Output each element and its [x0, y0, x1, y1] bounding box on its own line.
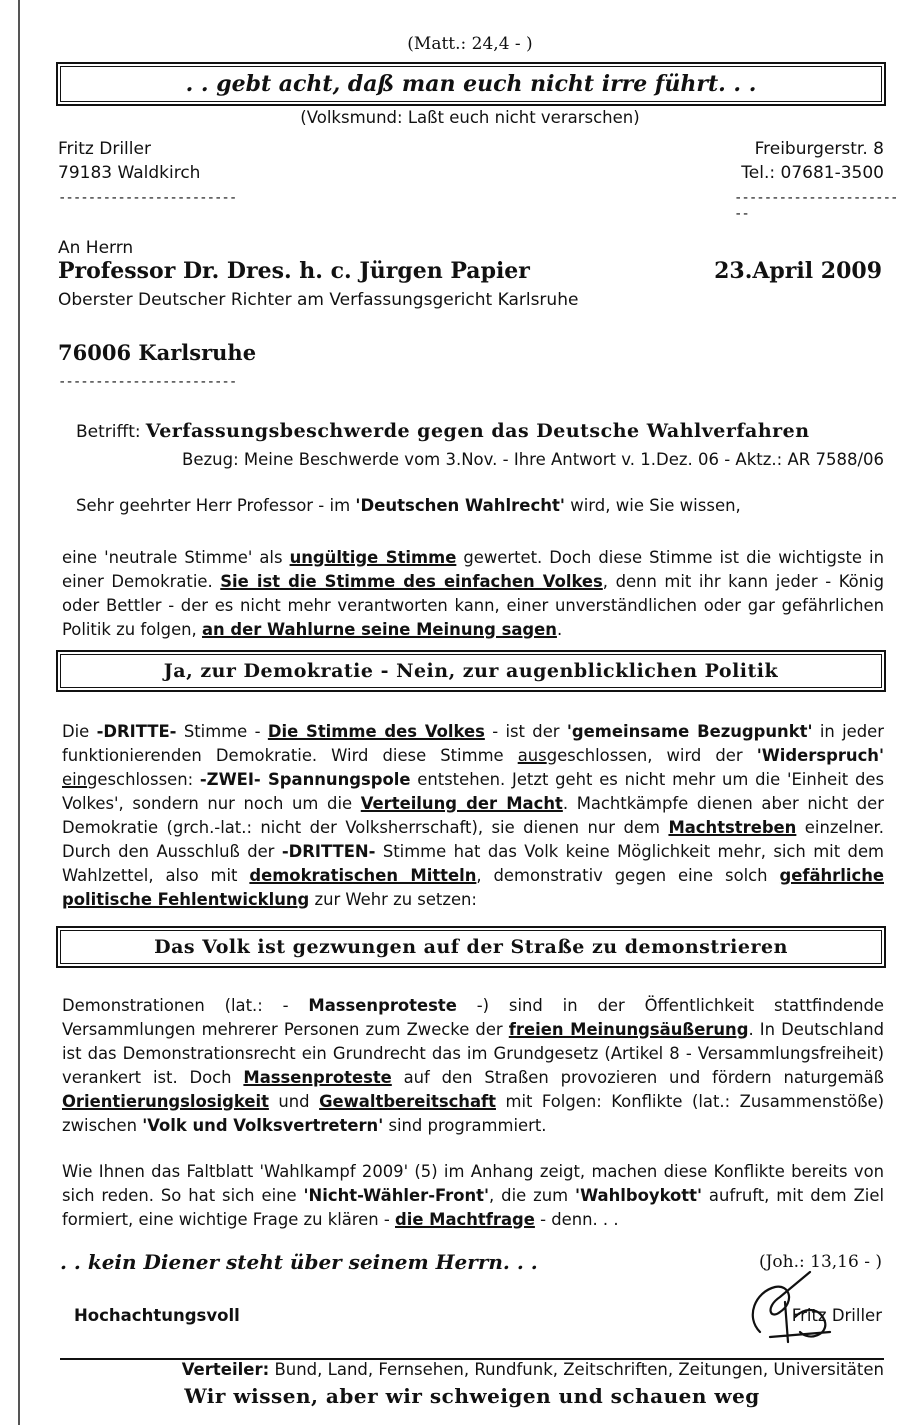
p3-mass-protests-b: Massenproteste	[243, 1068, 392, 1087]
greeting-line	[76, 496, 741, 515]
p2-text-w: , demonstrativ gegen eine solch	[476, 866, 780, 885]
paragraph-1	[62, 546, 884, 642]
recipient-title: Oberster Deutscher Richter am Verfassungsgericht Karlsruhe	[58, 290, 579, 310]
p2-contradiction: 'Widerspruch'	[756, 746, 884, 765]
greeting-end: wird, wie Sie wissen,	[564, 496, 741, 515]
p4-text-e: aufruft, mit dem Ziel formiert, eine wichtige Frage zu klären -	[62, 1186, 884, 1229]
p2-text-y: zur Wehr zu setzen:	[309, 890, 477, 909]
p4-boycott: 'Wahlboykott'	[575, 1186, 702, 1205]
p2-third: -DRITTE-	[96, 722, 177, 741]
left-margin-rule	[18, 0, 20, 1425]
subject-line	[76, 420, 884, 442]
p1-emphasis-invalid-vote: ungültige Stimme	[289, 548, 457, 567]
p1-text-g: .	[556, 620, 563, 639]
p4-text-c: , die zum	[489, 1186, 576, 1205]
paragraph-3	[62, 994, 884, 1138]
distribution-label: Verteiler:	[181, 1360, 270, 1379]
p2-reference-point: 'gemeinsame Bezugpunkt'	[566, 722, 813, 741]
p4-text-g: - denn. . .	[534, 1210, 619, 1229]
closing-reference: (Joh.: 13,16 - )	[758, 1252, 882, 1272]
sender-contact-block	[741, 137, 884, 185]
p2-text-u: Stimme hat das Volk keine Möglichkeit mehr, sich mit dem Wahlzettel, also mit	[62, 842, 885, 885]
subject-label: Betrifft:	[76, 422, 141, 442]
recipient-name: Professor Dr. Dres. h. c. Jürgen Papier	[58, 258, 530, 284]
p2-text-q: . Machtkämpfe dienen aber nicht der Demokratie (grch.-lat.: nicht der Volksherrschaft), sie dienen nur dem	[62, 794, 885, 837]
p3-mass-protests: Massenproteste	[308, 996, 457, 1015]
sender-street: Freiburgerstr. 8	[754, 139, 884, 159]
banner-demonstrate-text: Das Volk ist gezwungen auf der Straße zu demonstrieren	[154, 936, 788, 958]
p3-violence: Gewaltbereitschaft	[319, 1092, 496, 1111]
sender-name: Fritz Driller	[58, 139, 151, 159]
p3-people-representatives: 'Volk und Volksvertretern'	[142, 1116, 384, 1135]
p2-text-i: geschlossen, wird der	[546, 746, 757, 765]
paragraph-4	[62, 1160, 884, 1232]
p2-third-b: -DRITTEN-	[281, 842, 376, 861]
p2-text-m: geschlossen:	[87, 770, 200, 789]
p1-text-c: gewertet. Doch diese Stimme ist die wichtigste in einer Demokratie.	[62, 548, 884, 591]
distribution-list: Bund, Land, Fernsehen, Rundfunk, Zeitschriften, Zeitungen, Universitäten	[269, 1360, 884, 1379]
p2-emphasis-voice: Die Stimme des Volkes	[267, 722, 485, 741]
p3-text-g: auf den Straßen provozieren und fördern naturgemäß	[391, 1068, 884, 1087]
p3-text-k: mit Folgen: Konflikte (lat.: Zusammenstöße) zwischen	[62, 1092, 884, 1135]
motto-box	[56, 62, 886, 106]
p4-text-a: Wie Ihnen das Faltblatt 'Wahlkampf 2009' (5) im Anhang zeigt, machen diese Konflikte bereits von sich reden. So hat sich eine	[62, 1162, 884, 1205]
p2-text-a: Die	[62, 722, 97, 741]
signoff: Hochachtungsvoll	[74, 1306, 240, 1325]
sender-block	[58, 137, 200, 185]
recipient-salutation: An Herrn	[58, 238, 134, 258]
p4-power-question: die Machtfrage	[395, 1210, 535, 1229]
p4-nonvoter-front: 'Nicht-Wähler-Front'	[303, 1186, 490, 1205]
sender-city: 79183 Waldkirch	[58, 163, 201, 183]
p1-text-e: , denn mit ihr kann jeder - König oder Bettler - der es nicht mehr verantworten kann, einer unverständlichen oder gar gefährlichen Politik zu folgen,	[62, 572, 884, 639]
greeting-start: Sehr geehrter Herr Professor - im	[76, 496, 356, 515]
letter-date: 23.April 2009	[714, 258, 882, 284]
p2-text-e: - ist der	[484, 722, 567, 741]
motto-translation: (Volksmund: Laßt euch nicht verarschen)	[300, 108, 640, 127]
motto-text: . . gebt acht, daß man euch nicht irre führt. . .	[185, 71, 757, 97]
p2-aus: aus	[517, 746, 547, 765]
p2-distribution-power: Verteilung der Macht	[360, 794, 563, 813]
p1-emphasis-peoples-vote: Sie ist die Stimme des einfachen Volkes	[220, 572, 603, 591]
distribution-line	[182, 1360, 884, 1379]
p2-ein: ein	[62, 770, 88, 789]
footer-motto: Wir wissen, aber wir schweigen und schauen weg	[184, 1384, 760, 1408]
p3-text-e: . In Deutschland ist das Demonstrationsrecht ein Grundrecht das im Grundgesetz (Artikel 8 - Versammlungsfreiheit) verankert ist. Doch	[62, 1020, 884, 1087]
p2-text-g: in jeder funktionierenden Demokratie. Wird diese Stimme	[62, 722, 884, 765]
contact-divider: ------------------------	[734, 190, 898, 222]
sender-phone: Tel.: 07681-3500	[741, 163, 884, 183]
greeting-bold: 'Deutschen Wahlrecht'	[355, 496, 565, 515]
p3-disorientation: Orientierungslosigkeit	[62, 1092, 269, 1111]
signature-name: Fritz Driller	[791, 1306, 882, 1325]
p3-text-c: -) sind in der Öffentlichkeit stattfindende Versammlungen mehrerer Personen zum Zwecke der	[62, 996, 884, 1039]
recipient-city: 76006 Karlsruhe	[58, 340, 257, 365]
banner-democracy	[56, 650, 886, 692]
banner-demonstrate	[56, 926, 886, 968]
p1-text-a: eine 'neutrale Stimme' als	[62, 548, 290, 567]
p2-text-o: entstehen. Jetzt geht es nicht mehr um die 'Einheit des Volkes', sondern nur noch um die	[62, 770, 884, 813]
closing-quote: . . kein Diener steht über seinem Herrn. . .	[60, 1250, 538, 1274]
p2-text-c: Stimme -	[176, 722, 268, 741]
paragraph-2	[62, 720, 884, 912]
sender-divider: ------------------------	[58, 190, 237, 206]
p3-free-speech: freien Meinungsäußerung	[508, 1020, 749, 1039]
p2-democratic-means: demokratischen Mitteln	[249, 866, 477, 885]
banner-democracy-text: Ja, zur Demokratie - Nein, zur augenblicklichen Politik	[163, 660, 779, 682]
p2-two-poles: -ZWEI- Spannungspole	[199, 770, 411, 789]
p2-dangerous-development: gefährliche politische Fehlentwicklung	[62, 866, 884, 909]
p2-power-striving: Machtstreben	[668, 818, 797, 837]
subject-text: Verfassungsbeschwerde gegen das Deutsche Wahlverfahren	[145, 420, 810, 442]
p1-emphasis-ballot-box: an der Wahlurne seine Meinung sagen	[201, 620, 557, 639]
p2-text-s: einzelner. Durch den Ausschluß der	[62, 818, 884, 861]
p3-text-a: Demonstrationen (lat.: -	[62, 996, 309, 1015]
recipient-divider: ------------------------	[58, 374, 237, 390]
subject-reference: Bezug: Meine Beschwerde vom 3.Nov. - Ihre Antwort v. 1.Dez. 06 - Aktz.: AR 7588/06	[182, 450, 884, 469]
p3-text-i: und	[268, 1092, 320, 1111]
p3-text-m: sind programmiert.	[383, 1116, 547, 1135]
bible-reference: (Matt.: 24,4 - )	[407, 34, 533, 54]
